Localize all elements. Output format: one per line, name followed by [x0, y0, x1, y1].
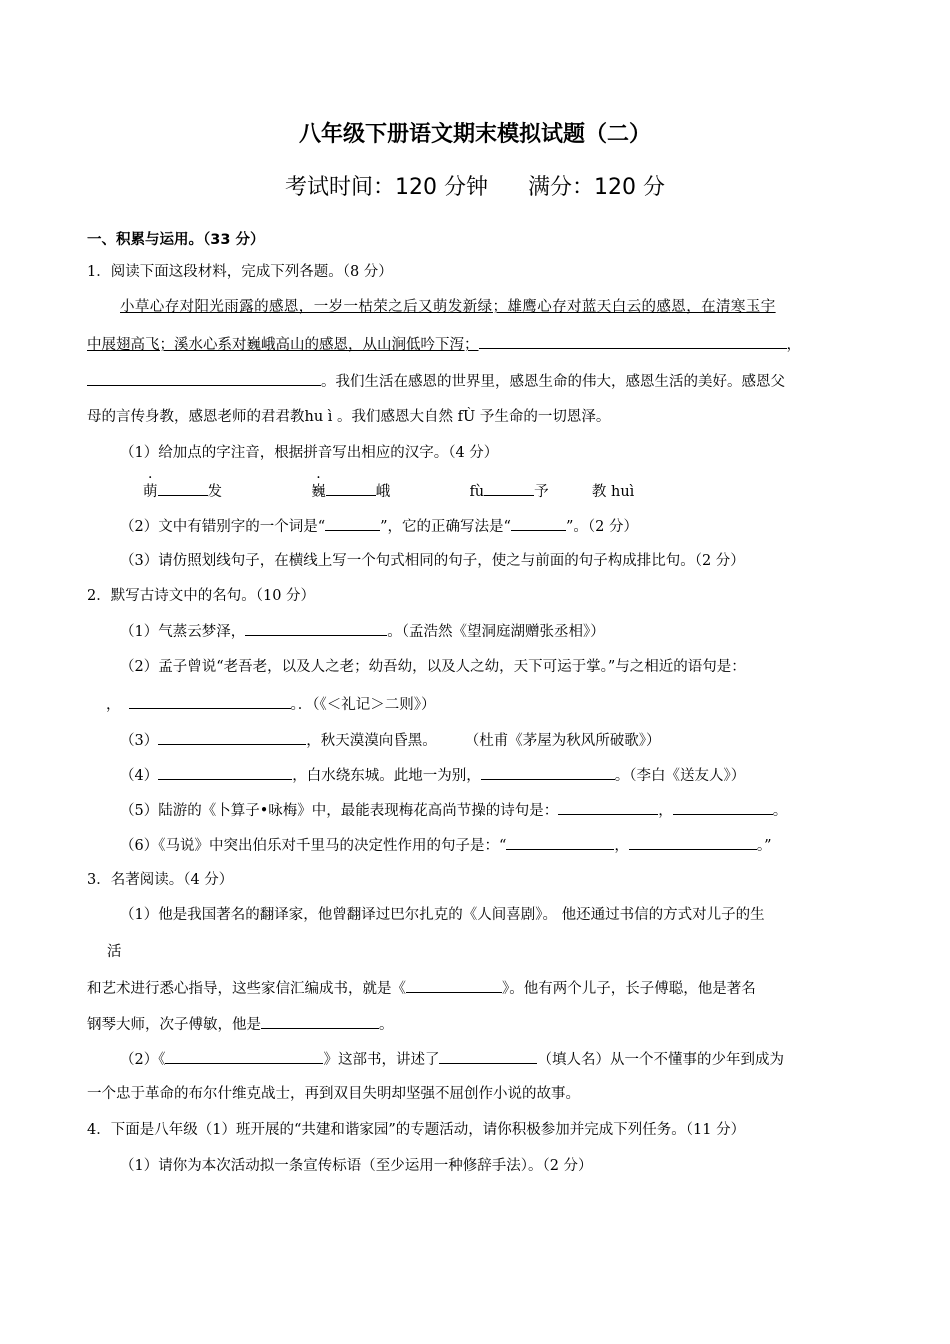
q1-sub2-blank-wrong[interactable] — [325, 516, 380, 531]
q1-stem: 1．阅读下面这段材料，完成下列各题。（8 分） — [87, 264, 393, 280]
q2-s2: （2）孟子曾说“老吾老，以及人之老；幼吾幼，以及人之幼，天下可运于掌。”与之相近的语句是： — [120, 659, 746, 675]
blank-meng[interactable] — [158, 481, 208, 496]
pinyin-fu: fù — [469, 484, 485, 500]
blank-fu[interactable] — [484, 481, 534, 496]
page-title: 八年级下册语文期末模拟试题（二） — [298, 122, 651, 147]
q2-s3-text-b: ，秋天漠漠向昏黑。 — [306, 733, 437, 749]
q1-sub1: （1）给加点的字注音，根据拼音写出相应的汉字。（4 分） — [120, 445, 499, 461]
q3-s1-line2 — [87, 978, 756, 999]
q3-s1-cont: 活 — [107, 944, 122, 960]
q2-s4-text-b: ，白水绕东城。此地一为别， — [292, 768, 481, 784]
word-e: 峨 — [375, 484, 391, 500]
q3-s1-line2-text-a: 和艺术进行悉心指导，这些家信汇编成书，就是《 — [87, 981, 406, 997]
q2-s2-blank[interactable] — [129, 694, 291, 709]
word-meng: 萌 — [143, 484, 158, 500]
q2-s5-text-a: （5）陆游的《卜算子•咏梅》中，最能表现梅花高尚节操的诗句是： — [120, 803, 559, 819]
q3-s1: （1）他是我国著名的翻译家，他曾翻译过巴尔扎克的《人间喜剧》。 他还通过书信的方式对儿子的生 — [120, 907, 765, 923]
word-wei: 巍 — [311, 484, 326, 500]
q2-s4-blank2[interactable] — [481, 765, 615, 780]
q1-sub2-blank-correct[interactable] — [511, 516, 566, 531]
q2-s4-blank1[interactable] — [158, 765, 292, 780]
q3-s2-book-blank[interactable] — [165, 1049, 323, 1064]
q2-s4 — [120, 765, 745, 786]
q2-s6-blank1[interactable] — [506, 835, 614, 850]
q1-sub2-text-c: ”。（2 分） — [565, 519, 638, 535]
q2-s3-text-a: （3） — [120, 733, 159, 749]
q2-s1 — [120, 621, 605, 642]
q1-blank-line1[interactable] — [479, 334, 787, 349]
section-heading: 一、积累与运用。（33 分） — [87, 232, 265, 248]
q3-s2 — [120, 1049, 784, 1070]
q2-s5-comma: ， — [658, 803, 673, 819]
q1-sub2-text-a: （2）文中有错别字的一个词是“ — [120, 519, 326, 535]
q3-s2-text-c: （填人名）从一个不懂事的少年到成为 — [537, 1052, 784, 1068]
q2-s5-blank2[interactable] — [673, 800, 773, 815]
exam-info — [0, 170, 950, 201]
q1-para-line3-text: 。我们生活在感恩的世界里，感恩生命的伟大，感恩生活的美好。感恩父 — [321, 374, 785, 390]
q2-s1-text-b: 。（孟浩然《望洞庭湖赠张丞相》） — [387, 624, 605, 640]
q2-s6 — [120, 835, 772, 856]
q3-s1-fumin-blank[interactable] — [261, 1014, 379, 1029]
q3-s2-name-blank[interactable] — [439, 1049, 537, 1064]
q1-para-line2 — [87, 334, 801, 355]
q2-s5-blank1[interactable] — [558, 800, 658, 815]
q3-s1-line3-text-a: 钢琴大师，次子傅敏，他是 — [87, 1017, 261, 1033]
q1-sub3: （3）请仿照划线句子，在横线上写一个句式相同的句子，使之与前面的句子构成排比句。（2 分） — [120, 553, 745, 569]
q2-s4-text-a: （4） — [120, 768, 159, 784]
q3-s2-line2: 一个忠于革命的布尔什维克战士，再到双目失明却坚强不屈创作小说的故事。 — [87, 1086, 580, 1102]
q4-s1: （1）请你为本次活动拟一条宣传标语（至少运用一种修辞手法）。（2 分） — [120, 1158, 593, 1174]
q1-comma: ， — [786, 337, 801, 353]
q3-s2-text-a: （2）《 — [120, 1052, 166, 1068]
q2-s1-text-a: （1）气蒸云梦泽， — [120, 624, 246, 640]
q3-s1-line3 — [87, 1014, 394, 1035]
q2-s6-end: 。” — [756, 838, 772, 854]
q2-s6-comma: ， — [614, 838, 629, 854]
q2-s5 — [120, 800, 787, 821]
q2-s3-source: （杜甫《茅屋为秋风所破歌》） — [464, 733, 661, 749]
q3-s1-line2-text-b: 》。他有两个儿子，长子傅聪，他是著名 — [502, 981, 756, 997]
q1-blank-line2[interactable] — [87, 371, 321, 386]
q1-para-line3 — [87, 371, 785, 392]
q2-s2-comma: ， — [106, 697, 121, 713]
q2-s5-end: 。 — [772, 803, 788, 819]
q1-para-line4: 母的言传身教，感恩老师的君君教hu ì 。我们感恩大自然 fÙ 予生命的一切恩泽。 — [87, 409, 611, 425]
q2-stem: 2．默写古诗文中的名句。（10 分） — [87, 588, 316, 604]
q1-para-line1: 小草心存对阳光雨露的感恩，一岁一枯荣之后又萌发新绿；雄鹰心存对蓝天白云的感恩，在清寒玉宇 — [120, 299, 776, 315]
blank-wei[interactable] — [326, 481, 376, 496]
q1-sub2-text-b: ”，它的正确写法是“ — [380, 519, 511, 535]
word-fa: 发 — [207, 484, 222, 500]
q3-s2-text-b: 》这部书，讲述了 — [323, 1052, 440, 1068]
q2-s3 — [120, 730, 660, 751]
q3-s1-line3-end: 。 — [379, 1017, 394, 1033]
word-jiaohui: 教 huì — [591, 484, 635, 500]
exam-time: 考试时间：120 分钟 — [285, 175, 488, 200]
q3-stem: 3．名著阅读。（4 分） — [87, 872, 234, 888]
q3-s1-book-blank[interactable] — [406, 978, 502, 993]
q4-stem: 4．下面是八年级（1）班开展的“共建和谐家园”的专题活动，请你积极参加并完成下列任务。（11 分） — [87, 1122, 746, 1138]
q2-s2-source: 。．（《＜礼记＞二则》） — [290, 697, 436, 713]
q2-s6-blank2[interactable] — [629, 835, 757, 850]
q1-sub2 — [120, 516, 638, 537]
q2-s6-text-a: （6）《马说》中突出伯乐对千里马的决定性作用的句子是：“ — [120, 838, 507, 854]
q2-s3-blank[interactable] — [158, 730, 306, 745]
q2-s4-source: 。（李白《送友人》） — [614, 768, 746, 784]
q1-underlined-sentence: 中展翅高飞；溪水心系对巍峨高山的感恩，从山涧低吟下泻； — [87, 337, 479, 353]
q2-s1-blank[interactable] — [245, 621, 387, 636]
q2-s2-answer — [106, 694, 436, 715]
word-yu: 予 — [534, 484, 549, 500]
q1-pinyin-row — [143, 481, 634, 502]
full-score: 满分：120 分 — [528, 175, 665, 200]
